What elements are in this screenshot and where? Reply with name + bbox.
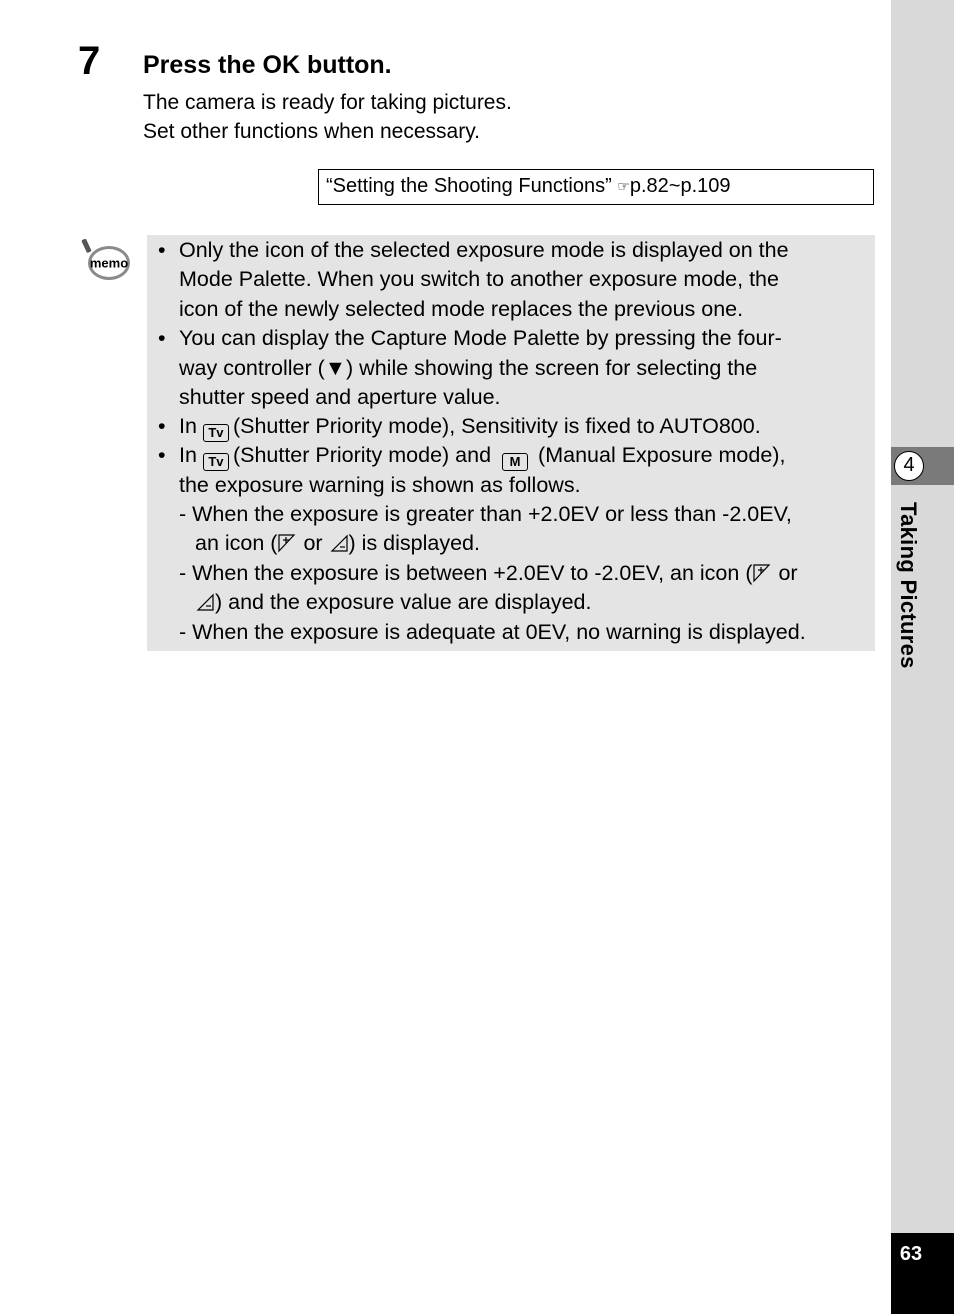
memo-line — [195, 529, 480, 559]
bullet: • — [158, 443, 166, 467]
underexposure-warning-icon — [329, 533, 349, 553]
memo-box — [147, 235, 875, 651]
tv-mode-icon: Tv — [203, 424, 229, 442]
step-number: 7 — [78, 39, 101, 83]
page-number: 63 — [899, 1243, 923, 1265]
memo-line: icon of the newly selected mode replaces the previous one. — [179, 297, 744, 321]
memo-text: or — [772, 561, 798, 585]
reference-pages[interactable]: p.82~p.109 — [629, 175, 731, 197]
memo-line — [179, 441, 785, 471]
memo-line: Mode Palette. When you switch to another exposure mode, the — [179, 267, 779, 291]
step-title: Press the OK button. — [143, 51, 392, 79]
overexposure-warning-icon — [277, 533, 297, 553]
chapter-number: 4 — [894, 451, 924, 481]
memo-line: - When the exposure is adequate at 0EV, no warning is displayed. — [179, 620, 806, 644]
memo-text: - When the exposure is between +2.0EV to -2.0EV, an icon ( — [179, 561, 753, 585]
memo-line — [179, 412, 761, 442]
memo-icon-label: memo — [89, 255, 129, 271]
step-description-line: Set other functions when necessary. — [143, 120, 480, 143]
overexposure-warning-icon — [752, 563, 772, 583]
bullet: • — [158, 238, 166, 262]
bullet: • — [158, 326, 166, 350]
memo-line: way controller (▼) while showing the screen for selecting the — [179, 356, 758, 380]
memo-text: (Shutter Priority mode), Sensitivity is fixed to AUTO800. — [232, 414, 761, 438]
memo-icon — [80, 237, 132, 283]
cross-reference-box — [318, 169, 874, 205]
memo-line: shutter speed and aperture value. — [179, 385, 501, 409]
memo-text: an icon ( — [195, 531, 278, 555]
memo-line — [195, 588, 592, 618]
step-description-line: The camera is ready for taking pictures. — [143, 91, 512, 114]
pointing-hand-icon: ☞ — [617, 178, 630, 194]
manual-mode-icon: M — [502, 453, 528, 471]
memo-line: the exposure warning is shown as follows. — [179, 473, 581, 497]
memo-text: (Shutter Priority mode) and — [232, 443, 492, 467]
step-description — [143, 88, 512, 146]
memo-text: ) and the exposure value are displayed. — [215, 590, 592, 614]
memo-text: In — [179, 414, 197, 438]
underexposure-warning-icon — [195, 592, 215, 612]
tv-mode-icon: Tv — [203, 453, 229, 471]
memo-text: ) is displayed. — [348, 531, 480, 555]
memo-line: - When the exposure is greater than +2.0EV or less than -2.0EV, — [179, 502, 792, 526]
memo-line: Only the icon of the selected exposure mode is displayed on the — [179, 238, 789, 262]
memo-text: In — [179, 443, 197, 467]
memo-line — [179, 559, 798, 589]
chapter-title: Taking Pictures — [896, 502, 921, 669]
memo-text: or — [297, 531, 329, 555]
memo-text: (Manual Exposure mode), — [538, 443, 786, 467]
memo-line: You can display the Capture Mode Palette by pressing the four- — [179, 326, 782, 350]
bullet: • — [158, 414, 166, 438]
reference-text: “Setting the Shooting Functions” — [326, 175, 618, 197]
page-number-box — [891, 1233, 954, 1314]
